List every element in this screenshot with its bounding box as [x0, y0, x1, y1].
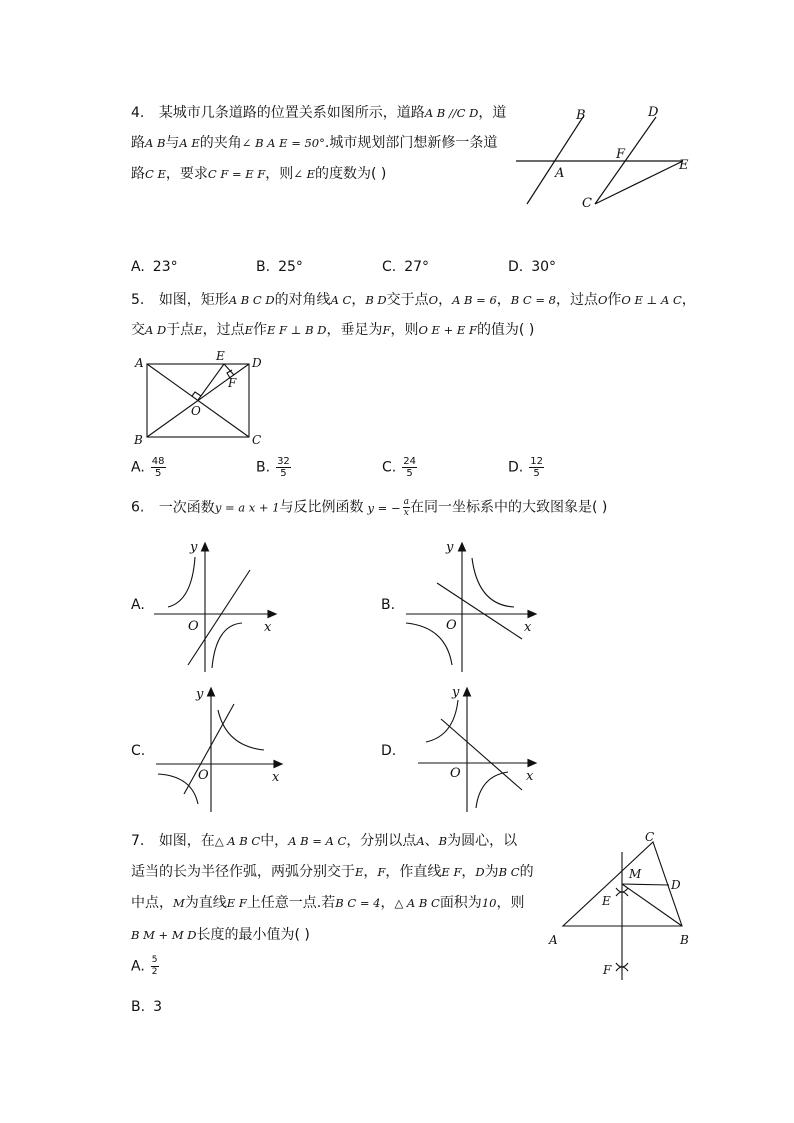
q7-line3: 中点，M为直线E F上任意一点.若B C = 4，△ A B C面积为10，则: [131, 895, 525, 911]
q5-label-b: B: [134, 433, 143, 447]
q6d-y-label: y: [452, 685, 460, 700]
q5-label-c: C: [252, 433, 262, 447]
q5-line2: 交A D于点E，过点E作E F ⊥ B D，垂足为F，则O E + E F的值为( ): [131, 322, 535, 338]
q6b-x-arrow: [528, 611, 536, 618]
q4-line1: 4. 某城市几条道路的位置关系如图所示，道路A B //C D，道: [131, 105, 507, 121]
q4-option-b[interactable]: B. 25°: [256, 259, 303, 275]
q6-graph-b[interactable]: [400, 535, 540, 675]
q7-label-b: B: [680, 933, 689, 947]
q4-label-e: E: [679, 158, 689, 173]
q4-line2: 路A B与A E的夹角∠ B A E = 50°.城市规划部门想新修一条道: [131, 135, 498, 151]
q5-label-d: D: [252, 356, 262, 370]
q7-label-d: D: [671, 878, 681, 892]
q6-stem: 6. 一次函数y = a x + 1与反比例函数 y = − $\frac{a}{x}$ 在同一坐标系中的大致图象是( ): [131, 497, 608, 518]
q6a-hyperbola-lower-right: [212, 623, 242, 668]
q6-graph-c[interactable]: [150, 682, 290, 822]
q7-label-f: F: [603, 963, 612, 977]
q4-number: 4.: [131, 105, 145, 121]
q6a-x-label: x: [264, 620, 272, 635]
q4-label-b: B: [576, 108, 586, 123]
q6-option-b-label[interactable]: B.: [381, 597, 396, 613]
q6b-y-arrow: [459, 543, 466, 551]
q6d-y-arrow: [464, 688, 471, 696]
q6c-x-label: x: [272, 770, 280, 785]
q4-option-a[interactable]: A. 23°: [131, 259, 178, 275]
q6d-x-label: x: [526, 769, 534, 784]
q7-option-a[interactable]: A. $\frac{5}{2}$: [131, 955, 158, 977]
q6a-linear-graph: [188, 570, 250, 665]
q5-number: 5.: [131, 292, 145, 308]
q6c-x-arrow: [274, 761, 282, 768]
q5-figure: [130, 350, 270, 450]
q6-graph-a[interactable]: [150, 535, 280, 675]
q5-segment-oe: [198, 364, 224, 400]
q6-option-a-label[interactable]: A.: [131, 597, 145, 613]
q6a-y-arrow: [202, 543, 209, 551]
q6-number: 6.: [131, 499, 145, 516]
q6-graph-d[interactable]: [400, 682, 540, 822]
q6c-y-arrow: [208, 688, 215, 696]
q6d-origin-label: O: [450, 766, 461, 781]
q5-option-d[interactable]: D. $\frac{12}{5}$: [508, 456, 543, 479]
q6a-x-arrow: [268, 611, 276, 618]
q4-line-ce: [595, 161, 683, 204]
q6b-origin-label: O: [446, 618, 457, 633]
q4-option-d[interactable]: D. 30°: [508, 259, 557, 275]
q7-line4: B M + M D长度的最小值为( ): [131, 927, 310, 943]
q7-label-e: E: [602, 894, 611, 908]
q5-option-b[interactable]: B. $\frac{32}{5}$: [256, 456, 290, 479]
q7-number: 7.: [131, 833, 145, 849]
q7-line2: 适当的长为半径作弧，两弧分别交于E，F，作直线E F，D为B C的: [131, 864, 534, 880]
q7-option-b[interactable]: B. 3: [131, 999, 162, 1015]
q7-label-m: M: [629, 867, 642, 881]
q5-label-e: E: [216, 349, 225, 363]
q6b-y-label: y: [446, 540, 454, 555]
q4-label-d: D: [648, 105, 659, 120]
q5-label-a: A: [135, 356, 144, 370]
q6d-x-arrow: [528, 760, 536, 767]
q6b-x-label: x: [524, 620, 532, 635]
q6c-origin-label: O: [198, 768, 209, 783]
q5-label-o: O: [191, 404, 201, 418]
q6a-y-label: y: [190, 540, 198, 555]
q6-option-c-label[interactable]: C.: [131, 743, 146, 759]
q5-line1: 5. 如图，矩形A B C D的对角线A C，B D交于点O，A B = 6，B C = 8，过点O作O E ⊥ A C，: [131, 292, 696, 308]
q6c-y-label: y: [196, 687, 204, 702]
q6-option-d-label[interactable]: D.: [381, 743, 397, 759]
q5-option-a[interactable]: A. $\frac{48}{5}$: [131, 456, 165, 479]
q7-figure: [545, 830, 705, 985]
q6c-linear-graph: [184, 704, 234, 794]
q7-line1: 7. 如图，在△ A B C中，A B = A C，分别以点A、B为圆心，以: [131, 833, 518, 849]
q4-figure: [510, 100, 700, 215]
q7-label-a: A: [549, 933, 558, 947]
q6d-hyperbola-lower-right: [476, 772, 508, 808]
q7-segment-md: [622, 884, 669, 885]
q6c-hyperbola-upper-right: [218, 710, 264, 750]
q7-label-c: C: [645, 830, 655, 844]
q6d-hyperbola-upper-left: [426, 700, 458, 742]
q5-right-angle-o: [192, 392, 201, 396]
q4-option-c[interactable]: C. 27°: [382, 259, 430, 275]
q4-label-f: F: [616, 147, 626, 162]
q6b-hyperbola-upper-right: [472, 558, 514, 607]
q6a-hyperbola-upper-left: [168, 557, 195, 607]
q4-line3: 路C E，要求C F = E F，则∠ E的度数为( ): [131, 166, 387, 182]
q5-segment-ef: [224, 364, 234, 375]
q5-option-c[interactable]: C. $\frac{24}{5}$: [382, 456, 416, 479]
q5-label-f: F: [228, 376, 237, 390]
q4-label-a: A: [555, 166, 565, 181]
q4-label-c: C: [582, 196, 592, 211]
q6a-origin-label: O: [188, 619, 199, 634]
